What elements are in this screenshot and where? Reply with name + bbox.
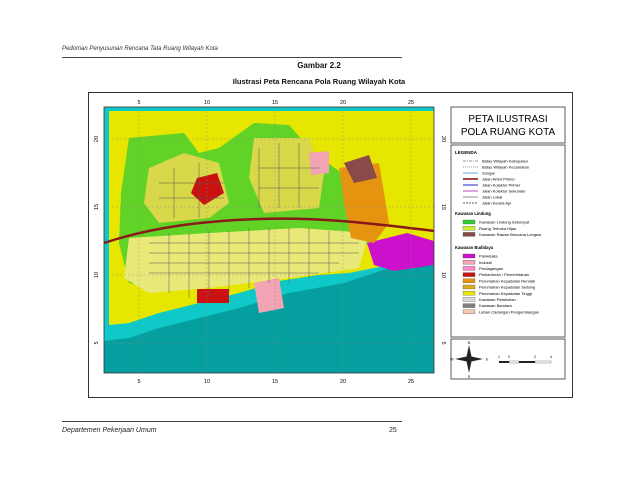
legend-line-6: Jalan Lokal	[482, 194, 503, 200]
legend-line-1: Batas Wilayah Kecamatan	[482, 164, 529, 170]
grid-x-bottom-25: 25	[407, 379, 415, 385]
legend-line-5: Jalan Kolektor Sekunder	[482, 188, 526, 194]
budidaya-swatch-8	[463, 304, 475, 308]
page-number: 25	[389, 427, 397, 434]
budidaya-swatch-2	[463, 266, 475, 270]
budidaya-label-5: Perumahan Kepadatan Sedang	[479, 284, 536, 290]
budidaya-label-1: Industri	[479, 259, 493, 265]
grid-y-right-10: 10	[440, 271, 446, 279]
map-title-line2: POLA RUANG KOTA	[460, 127, 556, 138]
budidaya-swatch-1	[463, 260, 475, 264]
scale-label-1: 0	[508, 355, 510, 359]
compass-n: N	[467, 341, 471, 345]
grid-x-top-15: 15	[271, 100, 279, 106]
budidaya-label-7: Kawasan Pelabuhan	[479, 297, 516, 302]
budidaya-swatch-9	[463, 310, 475, 314]
legend-budidaya-title: Kawasan Budidaya	[455, 245, 494, 250]
scale-label-0: 1	[498, 355, 500, 359]
figure-number: Gambar 2.2	[297, 61, 341, 70]
budidaya-swatch-6	[463, 291, 475, 295]
grid-x-bottom-15: 15	[271, 379, 279, 385]
lindung-swatch-1	[463, 226, 475, 230]
budidaya-swatch-3	[463, 273, 475, 277]
grid-y-right-15: 15	[440, 203, 446, 211]
lindung-label-0: Kawasan Lindung Setempat	[479, 219, 530, 225]
grid-x-top-10: 10	[203, 100, 211, 106]
compass-w: W	[450, 357, 454, 362]
legend-line-0: Batas Wilayah Kabupaten	[482, 158, 529, 164]
running-header: Pedoman Penyusunan Rencana Tata Ruang Wilayah Kota	[62, 46, 218, 52]
budidaya-label-8: Kawasan Bandara	[479, 303, 512, 309]
industry-zone-north	[309, 151, 329, 175]
grid-x-bottom-20: 20	[339, 379, 347, 385]
budidaya-label-2: Perdagangan	[479, 266, 504, 271]
legend-line-7: Jalan Kereta Api	[482, 200, 512, 206]
budidaya-label-6: Perumahan Kepadatan Tinggi	[479, 290, 532, 296]
compass-s: S	[467, 375, 471, 379]
legend-title: LEGENDA	[455, 150, 478, 155]
budidaya-label-0: Pariwisata	[479, 253, 498, 259]
scale-label-2: 2	[534, 355, 536, 359]
grid-y-left-10: 10	[94, 271, 100, 279]
budidaya-swatch-4	[463, 279, 475, 283]
zone-north	[249, 138, 324, 213]
grid-y-left-15: 15	[94, 203, 100, 211]
budidaya-label-3: Perkantoran / Pemerintahan	[479, 272, 530, 278]
grid-x-top-5: 5	[137, 100, 141, 106]
lindung-swatch-2	[463, 232, 475, 236]
budidaya-label-9: Lahan Cadangan Pengembangan	[479, 309, 540, 315]
legend-line-4: Jalan Kolektor Primer	[482, 182, 521, 188]
grid-y-left-5: 5	[94, 341, 100, 345]
budidaya-swatch-5	[463, 285, 475, 289]
grid-x-bottom-5: 5	[137, 379, 141, 385]
grid-x-bottom-10: 10	[203, 379, 211, 385]
grid-x-top-25: 25	[407, 100, 415, 106]
map-figure	[88, 92, 573, 398]
budidaya-swatch-0	[463, 254, 475, 258]
header-rule	[62, 57, 402, 58]
office-zone-south	[197, 289, 229, 303]
lindung-swatch-0	[463, 220, 475, 224]
legend-line-2: Sungai	[482, 170, 495, 176]
budidaya-swatch-7	[463, 297, 475, 301]
grid-y-left-20: 20	[94, 135, 100, 143]
map-title-line1: PETA ILUSTRASI	[468, 114, 548, 125]
legend-line-3: Jalan Arteri Primer	[482, 176, 515, 182]
legend-panel	[450, 107, 565, 379]
grid-y-right-5: 5	[440, 341, 446, 345]
legend-lindung-title: Kawasan Lindung	[455, 211, 491, 216]
map-panel	[94, 100, 446, 385]
grid-y-right-20: 20	[440, 135, 446, 143]
scale-label-3: 4	[550, 355, 552, 359]
industry-zone-south	[254, 278, 284, 313]
lindung-label-1: Ruang Terbuka Hijau	[479, 225, 517, 231]
grid-x-top-20: 20	[339, 100, 347, 106]
figure-title: Ilustrasi Peta Rencana Pola Ruang Wilayah Kota	[232, 77, 406, 86]
lindung-label-2: Kawasan Rawan Bencana Longsor	[479, 232, 542, 237]
footer-rule	[62, 421, 402, 422]
footer-text: Departemen Pekerjaan Umum	[62, 427, 157, 434]
budidaya-label-4: Perumahan Kepadatan Rendah	[479, 278, 536, 284]
compass-e: E	[486, 357, 489, 362]
map-svg	[89, 93, 572, 397]
